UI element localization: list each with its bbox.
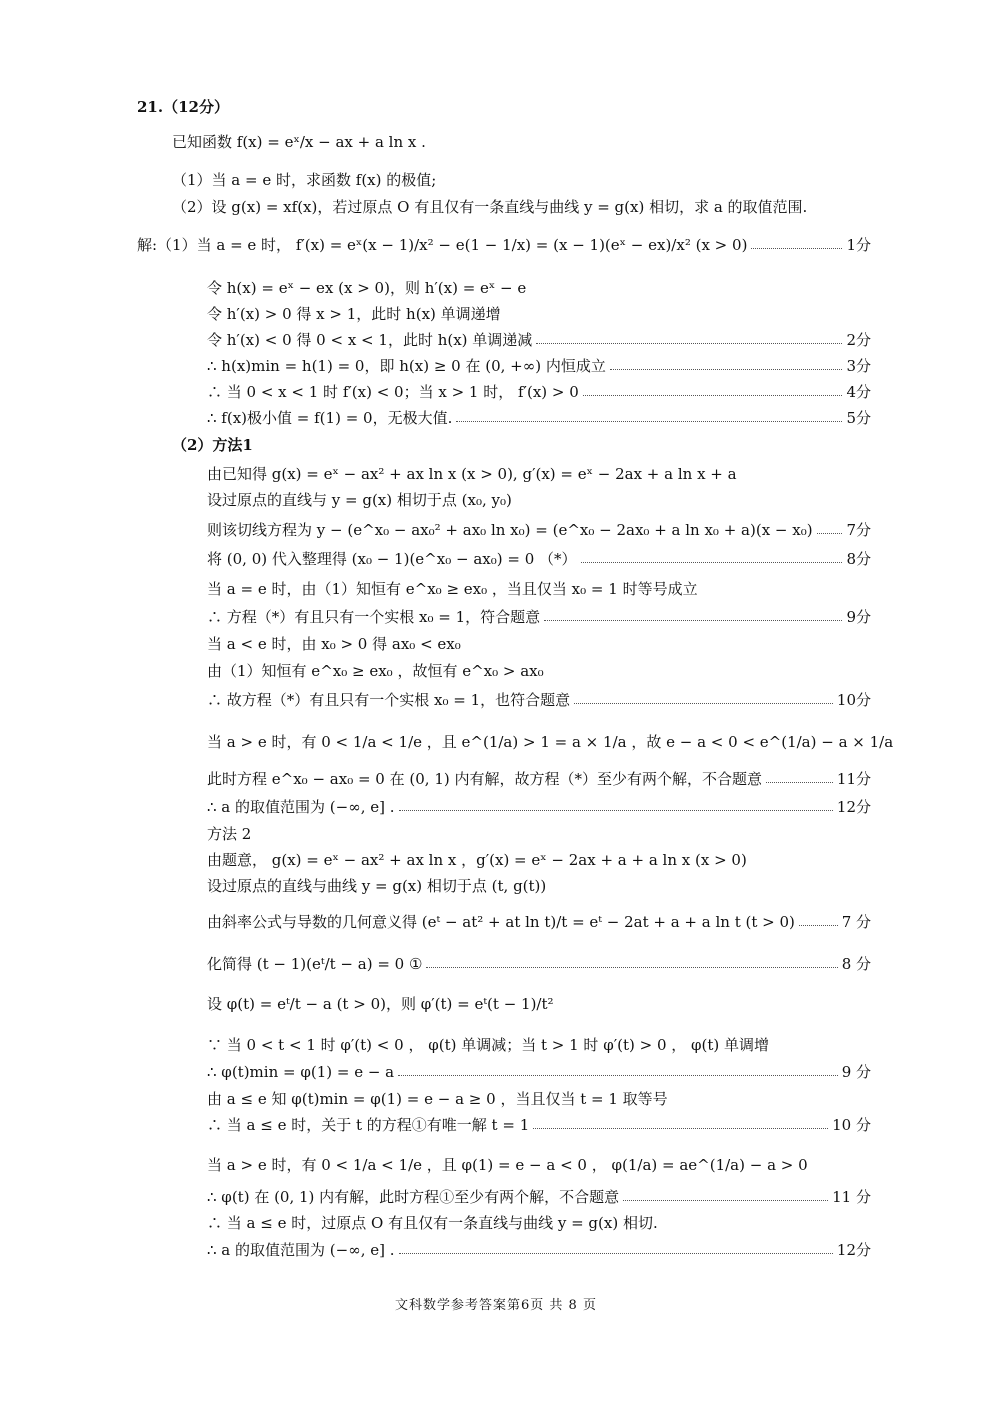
solution-line-text: 设 φ(t) = eᵗ/t − a (t > 0)，则 φ′(t) = eᵗ(t − 1)/t² xyxy=(207,995,554,1013)
solution-line xyxy=(207,605,871,629)
score-mark: 4分 xyxy=(846,383,871,401)
solution-line-text: 令 h(x) = eˣ − ex (x > 0)，则 h′(x) = eˣ − e xyxy=(207,279,527,297)
solution-line xyxy=(207,518,871,542)
solution-line-text: 令 h′(x) < 0 得 0 < x < 1，此时 h(x) 单调递减 xyxy=(207,331,533,349)
solution-line xyxy=(207,1211,658,1235)
leader-dots xyxy=(398,1075,838,1076)
question-2: （2）设 g(x) = xf(x)，若过原点 O 有且仅有一条直线与曲线 y = g(x) 相切，求 a 的取值范围. xyxy=(172,198,808,216)
leader-dots xyxy=(536,343,842,344)
solution-line-text: ∴ 当 a ≤ e 时，过原点 O 有且仅有一条直线与曲线 y = g(x) 相切. xyxy=(207,1214,658,1232)
solution-line-text: 令 h′(x) > 0 得 x > 1，此时 h(x) 单调递增 xyxy=(207,305,501,323)
solution-line-text: 方法 2 xyxy=(207,825,252,843)
leader-dots xyxy=(766,782,833,783)
solution-line-text: ∴ f(x)极小值 = f(1) = 0，无极大值. xyxy=(207,409,453,427)
solution-line-text: ∴ a 的取值范围为 (−∞, e] . xyxy=(207,798,395,816)
solution-line-text: 当 a > e 时，有 0 < 1/a < 1/e ，且 e^(1/a) > 1 = a × 1/a ，故 e − a < 0 < e^(1/a) − a × 1/a xyxy=(207,733,894,751)
solution-line xyxy=(207,688,871,712)
leader-dots xyxy=(399,1253,833,1254)
problem-statement: 已知函数 f(x) = eˣ/x − ax + a ln x . xyxy=(172,133,426,151)
solution-line-text: ∴ a 的取值范围为 (−∞, e] . xyxy=(207,1241,395,1259)
solution-line-text: ∴ h(x)min = h(1) = 0，即 h(x) ≥ 0 在 (0, +∞) 内恒成立 xyxy=(207,357,606,375)
solution-line xyxy=(207,1153,808,1177)
solution-line-text: 由斜率公式与导数的几何意义得 (eᵗ − at² + at ln t)/t = eᵗ − 2at + a + a ln t (t > 0) xyxy=(207,913,795,931)
problem-header: 21.（12分） xyxy=(137,98,229,116)
leader-dots xyxy=(610,369,843,370)
solution-line xyxy=(207,822,251,846)
solution-line xyxy=(207,632,461,656)
leader-dots xyxy=(583,395,843,396)
solution-line-text: 设过原点的直线与曲线 y = g(x) 相切于点 (t, g(t)) xyxy=(207,877,547,895)
solution-line xyxy=(172,433,253,457)
solution-line-text: 由题意， g(x) = eˣ − ax² + ax ln x ，g′(x) = eˣ − 2ax + a + a ln x (x > 0) xyxy=(207,851,747,869)
solution-line xyxy=(207,577,698,601)
solution-line-text: ∴ 当 a ≤ e 时，关于 t 的方程①有唯一解 t = 1 xyxy=(207,1116,530,1134)
score-mark: 7 分 xyxy=(841,913,871,931)
score-mark: 9 分 xyxy=(841,1063,871,1081)
solution-line xyxy=(137,233,871,257)
solution-line xyxy=(207,276,526,300)
leader-dots xyxy=(581,562,843,563)
solution-line xyxy=(207,380,871,404)
score-mark: 8 分 xyxy=(841,955,871,973)
score-mark: 9分 xyxy=(846,608,871,626)
solution-line-text: ∴ 故方程（*）有且只有一个实根 x₀ = 1，也符合题意 xyxy=(207,691,571,709)
score-mark: 12分 xyxy=(836,798,871,816)
leader-dots xyxy=(456,421,842,422)
leader-dots xyxy=(574,703,833,704)
leader-dots xyxy=(817,533,843,534)
solution-line xyxy=(207,910,871,934)
solution-line-text: 化简得 (t − 1)(eᵗ/t − a) = 0 ① xyxy=(207,955,423,973)
solution-line xyxy=(207,992,554,1016)
score-mark: 1分 xyxy=(846,236,871,254)
score-mark: 5分 xyxy=(846,409,871,427)
solution-line xyxy=(207,406,871,430)
solution-line xyxy=(207,848,747,872)
score-mark: 8分 xyxy=(846,550,871,568)
solution-line-text: 当 a > e 时，有 0 < 1/a < 1/e ，且 φ(1) = e − a < 0 ， φ(1/a) = ae^(1/a) − a > 0 xyxy=(207,1156,808,1174)
solution-line xyxy=(207,1087,668,1111)
solution-line-text: 当 a < e 时，由 x₀ > 0 得 ax₀ < ex₀ xyxy=(207,635,461,653)
solution-line xyxy=(207,730,893,754)
page-footer: 文科数学参考答案第6页 共 8 页 xyxy=(395,1298,597,1313)
solution-line-text: ∴ 当 0 < x < 1 时 f′(x) < 0；当 x > 1 时， f′(x) > 0 xyxy=(207,383,579,401)
solution-line-text: 由 a ≤ e 知 φ(t)min = φ(1) = e − a ≥ 0 ，当且仅当 t = 1 取等号 xyxy=(207,1090,668,1108)
solution-line xyxy=(207,1113,871,1137)
solution-line xyxy=(207,302,501,326)
leader-dots xyxy=(426,967,837,968)
solution-line xyxy=(207,795,871,819)
solution-line-text: 由（1）知恒有 e^x₀ ≥ ex₀ ，故恒有 e^x₀ > ax₀ xyxy=(207,662,544,680)
leader-dots xyxy=(799,925,838,926)
solution-line xyxy=(207,547,871,571)
solution-line-text: 此时方程 e^x₀ − ax₀ = 0 在 (0, 1) 内有解，故方程（*）至少有两个解，不合题意 xyxy=(207,770,762,788)
solution-line-text: ∴ φ(t) 在 (0, 1) 内有解，此时方程①至少有两个解，不合题意 xyxy=(207,1188,620,1206)
solution-line-text: ∴ 方程（*）有且只有一个实根 x₀ = 1，符合题意 xyxy=(207,608,541,626)
solution-line xyxy=(207,767,871,791)
score-mark: 7分 xyxy=(846,521,871,539)
question-1: （1）当 a = e 时，求函数 f(x) 的极值; xyxy=(172,171,437,189)
leader-dots xyxy=(751,248,842,249)
score-mark: 11 分 xyxy=(832,1188,871,1206)
solution-line-text: ∴ φ(t)min = φ(1) = e − a xyxy=(207,1063,395,1081)
solution-line-text: ∵ 当 0 < t < 1 时 φ′(t) < 0 ， φ(t) 单调减；当 t > 1 时 φ′(t) > 0 ， φ(t) 单调增 xyxy=(207,1036,770,1054)
solution-line xyxy=(207,952,871,976)
solution-line-text: 由已知得 g(x) = eˣ − ax² + ax ln x (x > 0), g′(x) = eˣ − 2ax + a ln x + a xyxy=(207,465,737,483)
solution-line xyxy=(207,1238,871,1262)
leader-dots xyxy=(399,810,833,811)
solution-line xyxy=(207,1060,871,1084)
leader-dots xyxy=(544,620,842,621)
score-mark: 12分 xyxy=(836,1241,871,1259)
score-mark: 10分 xyxy=(836,691,871,709)
solution-line xyxy=(207,659,544,683)
solution-line-text: 设过原点的直线与 y = g(x) 相切于点 (x₀, y₀) xyxy=(207,491,512,509)
solution-line-text: 则该切线方程为 y − (e^x₀ − ax₀² + ax₀ ln x₀) = (e^x₀ − 2ax₀ + a ln x₀ + a)(x − x₀) xyxy=(207,521,813,539)
score-mark: 2分 xyxy=(846,331,871,349)
solution-line xyxy=(207,328,871,352)
solution-line-text: （2）方法1 xyxy=(172,436,253,454)
solution-line xyxy=(207,1033,769,1057)
solution-line xyxy=(207,488,512,512)
solution-line xyxy=(207,1185,871,1209)
leader-dots xyxy=(623,1200,828,1201)
score-mark: 3分 xyxy=(846,357,871,375)
solution-line xyxy=(207,462,737,486)
solution-line-text: 解:（1）当 a = e 时， f′(x) = eˣ(x − 1)/x² − e(1 − 1/x) = (x − 1)(eˣ − ex)/x² (x > 0) xyxy=(137,236,748,254)
score-mark: 11分 xyxy=(836,770,871,788)
solution-line xyxy=(207,354,871,378)
solution-line-text: 将 (0, 0) 代入整理得 (x₀ − 1)(e^x₀ − ax₀) = 0 （*） xyxy=(207,550,577,568)
leader-dots xyxy=(533,1128,828,1129)
score-mark: 10 分 xyxy=(832,1116,871,1134)
solution-line xyxy=(207,874,546,898)
solution-line-text: 当 a = e 时，由（1）知恒有 e^x₀ ≥ ex₀ ，当且仅当 x₀ = 1 时等号成立 xyxy=(207,580,698,598)
